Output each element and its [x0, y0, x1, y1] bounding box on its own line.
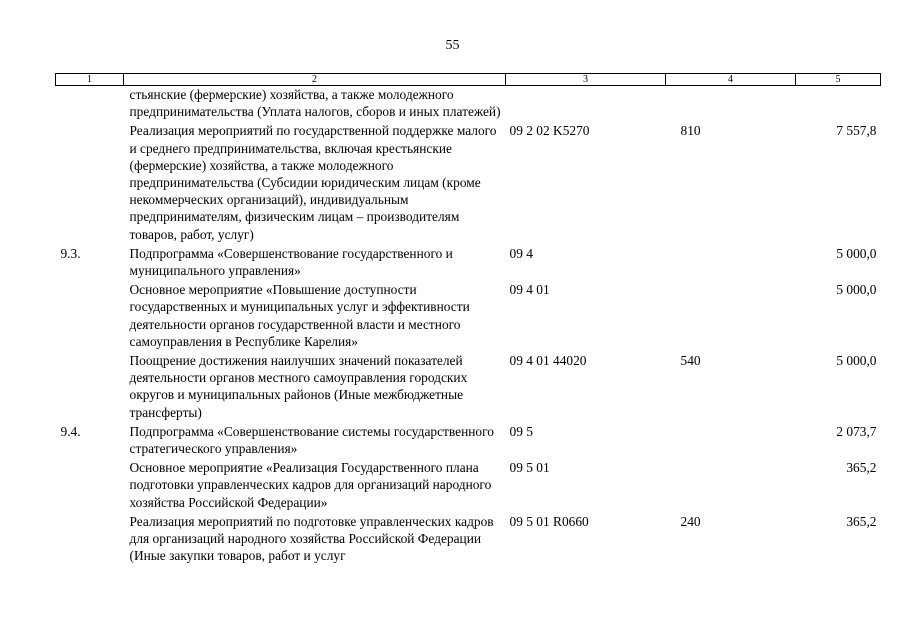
row-expense-type: 810 [680, 123, 701, 139]
row-name: Реализация мероприятий по государственной поддержке малого и среднего предпринимательства, включая крестьянские (фермерские) хозяйства, а также молодежного предпринимательства (Субсидии юридическим лицам (кроме некоммерческих организаций), индивидуальным предпринимателям, физическим лицам – производителям товаров, работ, услуг) [129, 123, 497, 242]
table-row [56, 513, 881, 567]
row-amount: 365,2 [846, 460, 877, 476]
row-amount [796, 86, 881, 123]
column-header-3: 3 [506, 74, 666, 86]
row-number [56, 86, 124, 123]
row-code: 09 5 01 R0660 [509, 513, 589, 529]
row-expense-type [666, 423, 796, 459]
row-number [56, 122, 124, 244]
row-amount: 365,2 [846, 513, 877, 529]
row-expense-type: 540 [680, 353, 701, 369]
table-row [56, 86, 881, 123]
row-name: Поощрение достижения наилучших значений показателей деятельности органов местного самоуправления городских округов и муниципальных районов (Иные межбюджетные трансферты) [129, 353, 468, 420]
row-code: 09 4 [509, 245, 533, 261]
row-expense-type: 240 [680, 513, 701, 529]
table-row [56, 459, 881, 513]
row-name: Подпрограмма «Совершенствование государственного и муниципального управления» [129, 245, 453, 279]
row-name: Реализация мероприятий по подготовке управленческих кадров для организаций народного хозяйства Российской Федерации (Иные закупки товаров, работ и услуг [129, 513, 494, 564]
row-code [506, 86, 666, 123]
row-number: 9.4. [60, 423, 81, 439]
column-header-2: 2 [124, 74, 506, 86]
row-expense-type [666, 86, 796, 123]
row-amount: 7 557,8 [836, 123, 877, 139]
row-name: Основное мероприятие «Повышение доступности государственных и муниципальных услуг и эффективности деятельности органов государственной власти и местного самоуправления в Республике Карелия» [129, 282, 470, 349]
column-header-1: 1 [56, 74, 124, 86]
row-expense-type [666, 281, 796, 352]
row-code: 09 4 01 44020 [509, 353, 587, 369]
row-amount: 2 073,7 [836, 423, 877, 439]
table-row [56, 245, 881, 281]
row-amount: 5 000,0 [836, 245, 877, 261]
table-row [56, 281, 881, 352]
row-number [56, 281, 124, 352]
row-code: 09 4 01 [509, 282, 550, 298]
row-code: 09 5 01 [509, 460, 550, 476]
row-number [56, 352, 124, 423]
table-row [56, 352, 881, 423]
page-number: 55 [445, 38, 460, 53]
row-number [56, 513, 124, 567]
header-row [56, 74, 881, 86]
row-expense-type [666, 245, 796, 281]
row-expense-type [666, 459, 796, 513]
row-number [56, 459, 124, 513]
row-number: 9.3. [60, 245, 81, 261]
row-code: 09 5 [509, 423, 533, 439]
row-amount: 5 000,0 [836, 353, 877, 369]
table-row [56, 122, 881, 244]
budget-table [55, 73, 881, 566]
column-header-5: 5 [796, 74, 881, 86]
column-header-4: 4 [666, 74, 796, 86]
table-row [56, 423, 881, 459]
row-code: 09 2 02 K5270 [509, 123, 590, 139]
row-name: Основное мероприятие «Реализация Государственного плана подготовки управленческих кадров для организаций народного хозяйства Российской Федерации» [129, 460, 492, 510]
row-amount: 5 000,0 [836, 282, 877, 298]
row-name: стьянские (фермерские) хозяйства, а также молодежного предпринимательства (Уплата налогов, сборов и иных платежей) [129, 87, 501, 120]
row-name: Подпрограмма «Совершенствование системы государственного стратегического управления» [129, 423, 494, 457]
